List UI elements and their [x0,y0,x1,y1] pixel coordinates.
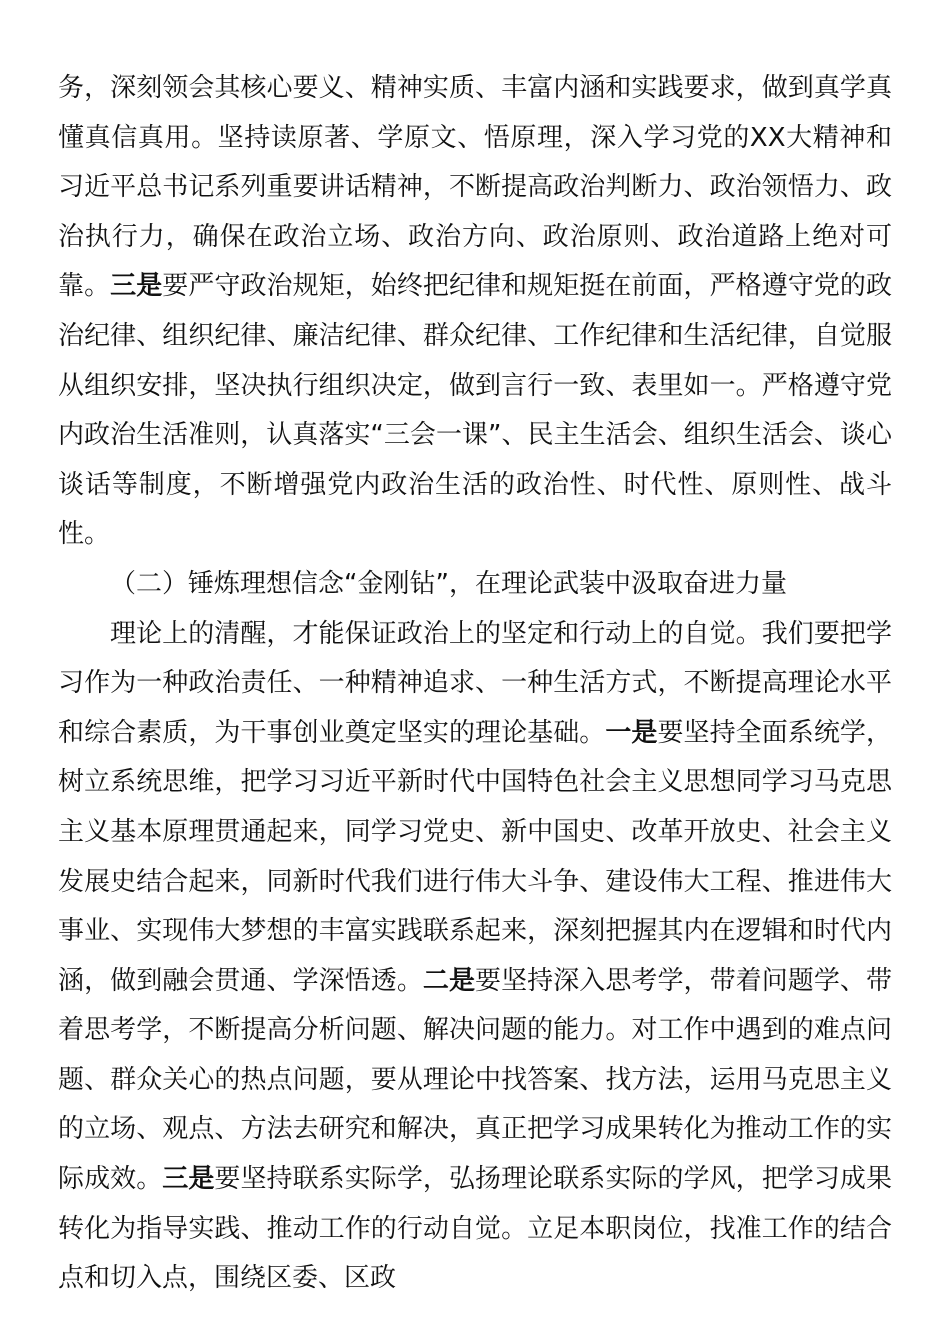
body-paragraph-continued [58,64,892,560]
bold-ordinal: 二是 [422,965,476,996]
paragraph-text: 要坚持联系实际学，弘扬理论联系实际的学风，把学习成果转化为指导实践、推动工作的行动自觉。立足本职岗位，找准工作的结合点和切入点，围绕区委、区政 [58,1164,892,1294]
bold-ordinal: 一是 [605,717,658,748]
paragraph-text: 务，深刻领会其核心要义、精神实质、丰富内涵和实践要求，做到真学真懂真信真用。坚持读原著、学原文、悟原理，深入学习党的XX大精神和习近平总书记系列重要讲话精神，不断提高政治判断力、政治领悟力、政治执行力，确保在政治立场、政治方向、政治原则、政治道路上绝对可靠。 [58,73,892,302]
section-heading: （二）锤炼理想信念“金刚钻”，在理论武装中汲取奋进力量 [110,568,787,599]
paragraph-text: 要坚持全面系统学，树立系统思维，把学习习近平新时代中国特色社会主义思想同学习马克思主义基本原理贯通起来，同学习党史、新中国史、改革开放史、社会主义发展史结合起来，同新时代我们进行伟大斗争、建设伟大工程、推进伟大事业、实现伟大梦想的丰富实践联系起来，深刻把握其内在逻辑和时代内涵，做到融会贯通、学深悟透。 [58,717,892,996]
bold-ordinal: 三是 [110,271,163,302]
body-paragraph [58,610,892,1304]
paragraph-text: 理论上的清醒，才能保证政治上的坚定和行动上的自觉。我们要把学习作为一种政治责任、一种精神追求、一种生活方式，不断提高理论水平和综合素质，为干事创业奠定坚实的理论基础。 [58,618,892,748]
paragraph-text: 要严守政治规矩，始终把纪律和规矩挺在前面，严格遵守党的政治纪律、组织纪律、廉洁纪律、群众纪律、工作纪律和生活纪律，自觉服从组织安排，坚决执行组织决定，做到言行一致、表里如一。严格遵守党内政治生活准则，认真落实“三会一课”、民主生活会、组织生活会、谈心谈话等制度，不断增强党内政治生活的政治性、时代性、原则性、战斗性。 [58,271,892,550]
paragraph-text: 要坚持深入思考学，带着问题学、带着思考学，不断提高分析问题、解决问题的能力。对工作中遇到的难点问题、群众关心的热点问题，要从理论中找答案、找方法，运用马克思主义的立场、观点、方法去研究和解决，真正把学习成果转化为推动工作的实际成效。 [58,965,892,1195]
bold-ordinal: 三是 [162,1164,215,1195]
